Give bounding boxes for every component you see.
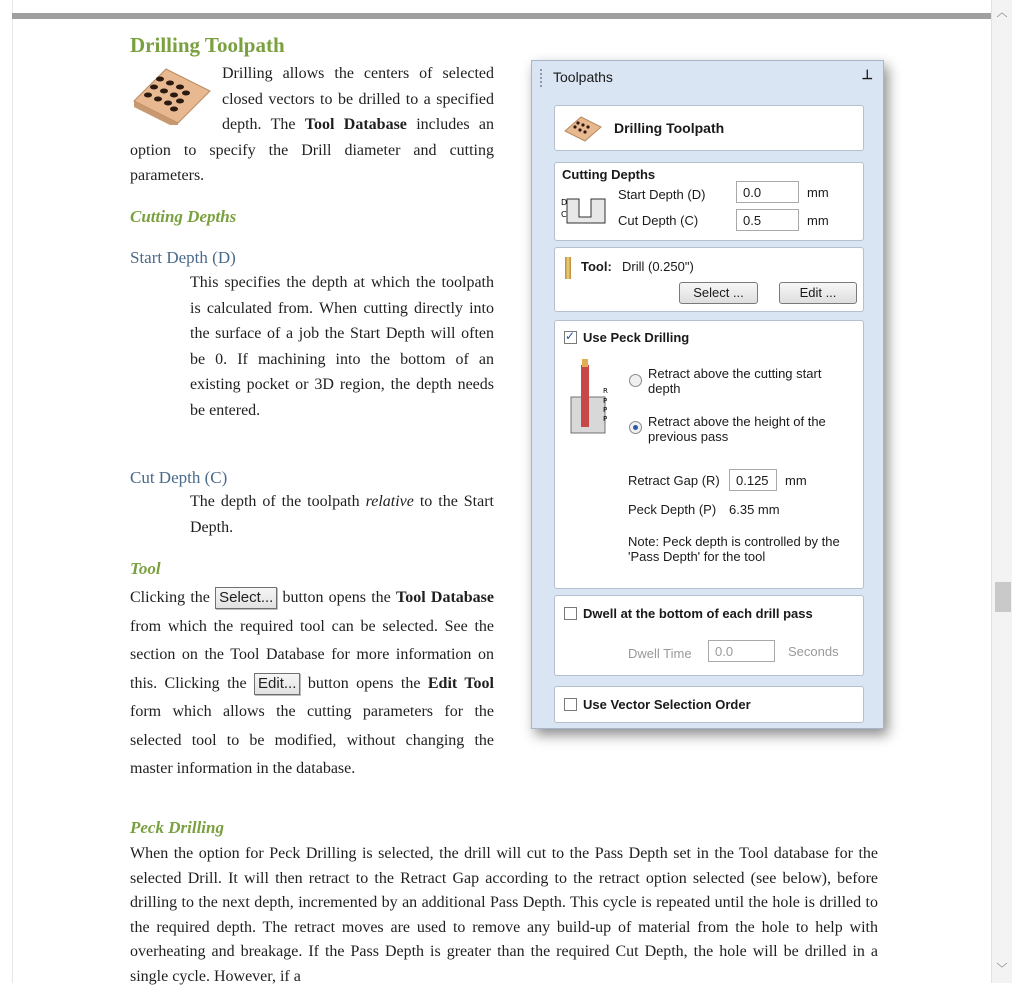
dwell-checkbox[interactable]	[564, 607, 577, 620]
peck-depth-note: Note: Peck depth is controlled by the 'Pass Depth' for the tool	[628, 534, 840, 564]
grip-icon[interactable]	[540, 69, 544, 87]
toolpath-title: Drilling Toolpath	[614, 120, 725, 136]
vector-order-group	[554, 686, 864, 723]
tool-text-2: button opens the	[277, 589, 397, 606]
cutting-depths-title: Cutting Depths	[562, 167, 656, 182]
retract-previous-pass-label: Retract above the height of the previous pass	[648, 414, 826, 444]
inline-edit-button: Edit...	[254, 673, 300, 695]
tool-heading: Tool	[130, 559, 161, 578]
peck-diagram-icon	[569, 357, 615, 435]
cut-depth-heading: Cut Depth (C)	[130, 468, 228, 487]
drilling-block-icon	[130, 61, 212, 125]
panel-title: Toolpaths	[553, 69, 613, 85]
tool-bold-1: Tool Database	[396, 589, 495, 606]
dwell-time-input[interactable]: 0.0	[708, 640, 775, 662]
peck-depth-label: Peck Depth (P)	[628, 502, 717, 517]
intro-text-2: includes an option to specify the Drill diameter and cutting parameters.	[130, 116, 494, 184]
tool-bold-2: Edit Tool	[427, 674, 495, 692]
cut-depth-text: The depth of the toolpath	[190, 493, 366, 510]
retract-gap-input[interactable]: 0.125	[729, 469, 777, 491]
scrollbar-thumb[interactable]	[995, 582, 1011, 612]
tool-text-5: form which allows the cutting parameters for the selected tool to be modified, without changing the master information in the database.	[130, 703, 494, 777]
start-depth-input[interactable]: 0.0	[736, 181, 799, 203]
tool-select-button[interactable]: Select ...	[679, 282, 758, 304]
drill-tool-icon	[565, 257, 571, 279]
retract-gap-label: Retract Gap (R)	[628, 473, 720, 488]
toolpath-header-group	[554, 105, 864, 151]
start-depth-label: Start Depth (D)	[618, 187, 706, 202]
peck-drilling-checkbox[interactable]	[564, 331, 577, 344]
dwell-label: Dwell at the bottom of each drill pass	[583, 606, 813, 621]
tool-text-3: from which the required tool can be selected. See the section on the Tool Database for more information on this. Clicking the	[130, 617, 494, 692]
page-title: Drilling Toolpath	[130, 33, 285, 57]
tool-group	[554, 247, 864, 312]
inline-select-button: Select...	[215, 587, 277, 609]
tool-text-1: Clicking the	[130, 589, 216, 606]
cut-depth-input[interactable]: 0.5	[736, 209, 799, 231]
depth-c-label: C	[561, 210, 567, 219]
start-depth-unit: mm	[807, 185, 829, 200]
retract-start-depth-label: Retract above the cutting start depth	[648, 366, 822, 396]
drill-block-icon	[563, 113, 603, 143]
retract-gap-unit: mm	[785, 473, 807, 488]
cut-depth-diagram-icon	[561, 193, 607, 225]
start-depth-heading: Start Depth (D)	[130, 248, 236, 267]
cutting-depths-heading: Cutting Depths	[130, 207, 237, 226]
peck-p-label-2: P	[603, 406, 608, 414]
tool-text-4: button opens the	[300, 674, 428, 692]
cut-depth-text-2: to the Start Depth.	[190, 493, 494, 536]
chevron-up-icon[interactable]: ︿	[996, 6, 1008, 19]
intro-bold: Tool Database	[304, 116, 407, 133]
top-rule	[12, 13, 992, 19]
peck-drilling-body: When the option for Peck Drilling is selected, the drill will cut to the Pass Depth set in the Tool database for the selected Drill. It will then retract to the Retract Gap according to the retract option selected (see below), before drilling to the next depth, incremented by an additional Pass Depth. This cycle is repeated until the hole is drilled to the required depth. The retract moves are used to remove any build-up of material from the hole to help with overheating and breakage. If the Pass Depth is greater than the required Cut Depth, the hole will be drilled in a single cycle. However, if a	[130, 845, 878, 985]
dwell-time-unit: Seconds	[788, 644, 839, 659]
dwell-time-label: Dwell Time	[628, 646, 692, 661]
retract-r-label: R	[603, 387, 608, 395]
vector-order-label: Use Vector Selection Order	[583, 697, 751, 712]
intro-paragraph	[130, 61, 494, 189]
peck-depth-value: 6.35 mm	[729, 502, 780, 517]
panel-header	[532, 61, 883, 94]
retract-previous-pass-radio[interactable]	[629, 421, 642, 434]
toolpaths-panel	[531, 60, 884, 729]
depth-d-label: D	[561, 198, 568, 207]
peck-drilling-label: Use Peck Drilling	[583, 330, 690, 345]
peck-drilling-heading: Peck Drilling	[130, 818, 224, 837]
vertical-scrollbar[interactable]	[991, 0, 1012, 983]
chevron-down-icon[interactable]: ﹀	[996, 962, 1008, 975]
tool-label: Tool:	[581, 259, 612, 274]
left-margin	[0, 0, 13, 983]
peck-p-label-1: P	[603, 397, 608, 405]
cut-depth-italic: relative	[365, 493, 414, 510]
pin-icon[interactable]: ⊥	[861, 67, 873, 82]
dwell-group	[554, 595, 864, 676]
peck-drilling-group	[554, 320, 864, 589]
cut-depth-label: Cut Depth (C)	[618, 213, 699, 228]
tool-edit-button[interactable]: Edit ...	[779, 282, 857, 304]
peck-p-label-3: P	[603, 415, 608, 423]
tool-value: Drill (0.250")	[622, 259, 694, 274]
cut-depth-unit: mm	[807, 213, 829, 228]
start-depth-body: This specifies the depth at which the toolpath is calculated from. When cutting directly into the surface of a job the Start Depth will often be 0. If machining into the bottom of an existing pocket or 3D region, the depth needs be entered.	[190, 274, 494, 419]
cut-depth-body	[190, 489, 494, 540]
vector-order-checkbox[interactable]	[564, 698, 577, 711]
cutting-depths-group	[554, 162, 864, 241]
intro-text: Drilling allows the centers of selected closed vectors to be drilled to a specified depth. The	[222, 65, 494, 133]
tool-paragraph	[130, 584, 494, 784]
retract-start-depth-radio[interactable]	[629, 374, 642, 387]
